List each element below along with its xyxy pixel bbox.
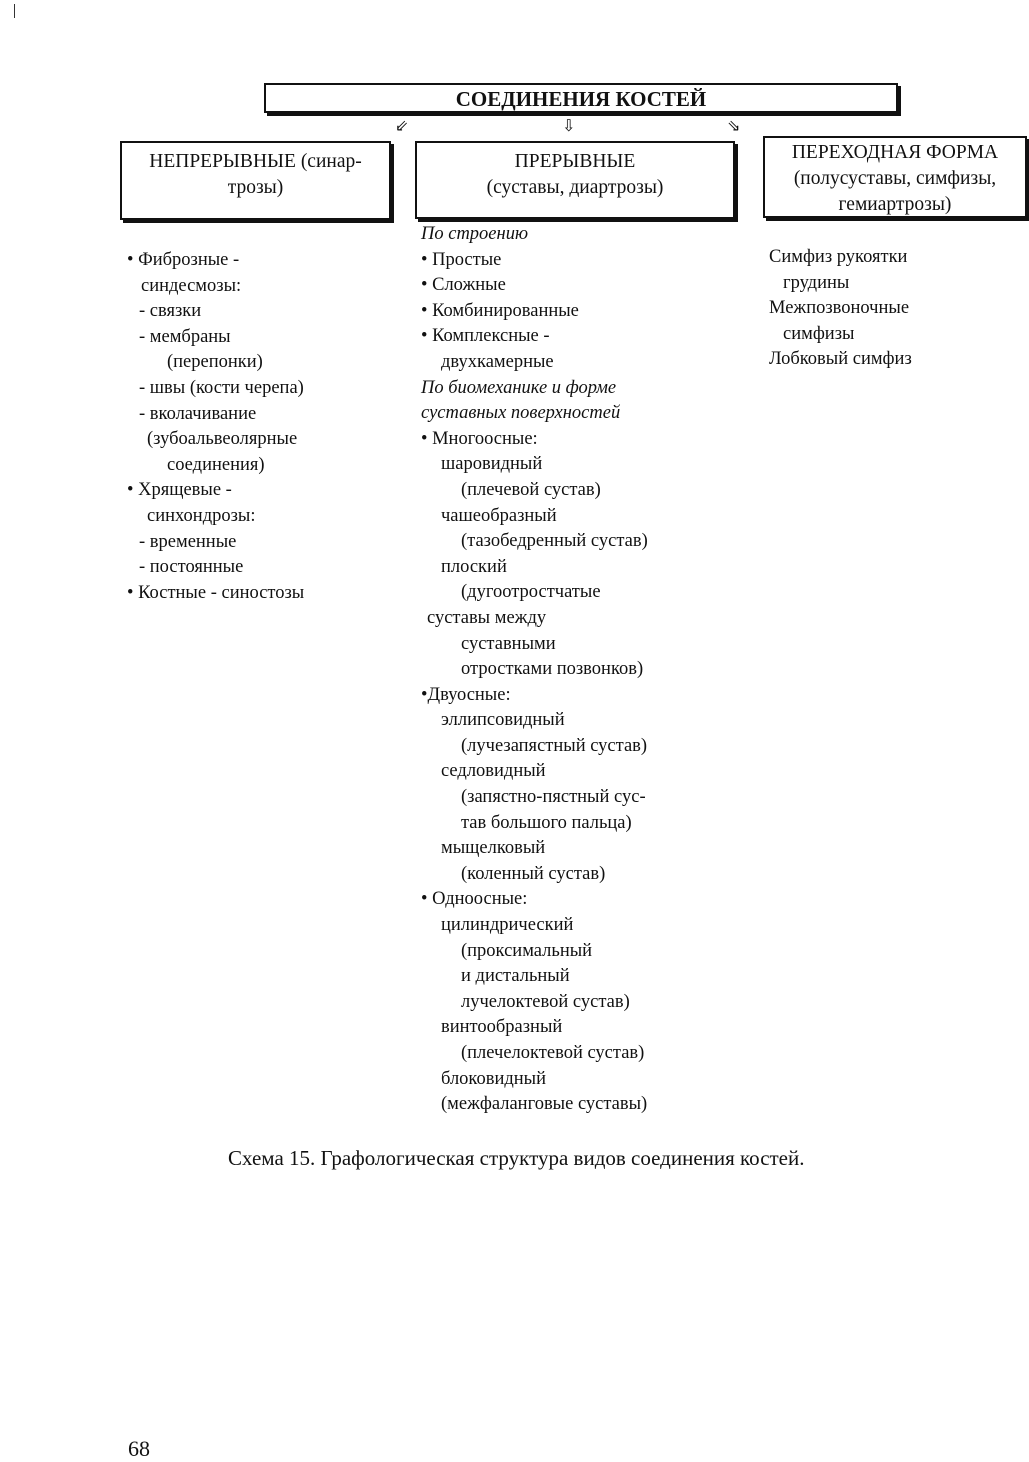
list-item: чашеобразный — [441, 505, 557, 526]
arrow-down-right-icon: ⇘ — [727, 116, 741, 135]
list-item: • Многоосные: — [421, 428, 538, 449]
list-item: • Костные - синостозы — [127, 582, 305, 603]
list-item: • Фиброзные - — [127, 250, 240, 270]
list-item: Межпозвоночные — [769, 298, 910, 319]
category-label: трозы) — [227, 177, 284, 198]
list-item: • Комбинированные — [421, 300, 579, 321]
list-item: (плечелоктевой сустав) — [461, 1043, 645, 1063]
list-item: (запястно-пястный сус- — [461, 787, 646, 808]
list-item: лучелоктевой сустав) — [461, 991, 630, 1012]
category-label: гемиартрозы) — [838, 194, 952, 215]
list-item: Симфиз рукоятки — [769, 247, 908, 267]
arrow-down-icon: ⇩ — [562, 116, 576, 135]
section-heading: По биомеханике и форме — [421, 377, 617, 398]
list-item: (лучезапястный сустав) — [461, 735, 648, 756]
list-item: (плечевой сустав) — [461, 479, 601, 500]
category-discontinuous — [415, 141, 735, 219]
list-item: отростками позвонков) — [461, 659, 644, 680]
list-item: винтообразный — [441, 1017, 563, 1038]
scan-mark — [14, 4, 15, 18]
list-item: и дистальный — [461, 966, 570, 987]
list-item: (проксимальный — [461, 940, 593, 961]
list-item: мыщелковый — [441, 838, 546, 859]
category-continuous — [120, 141, 391, 220]
list-item: (дугоотростчатые — [461, 582, 601, 603]
discontinuous-list — [421, 222, 648, 1118]
list-item: суставы между — [427, 607, 547, 628]
list-item: - мембраны — [139, 326, 231, 347]
list-item: симфизы — [783, 323, 855, 344]
list-item: плоский — [441, 556, 507, 577]
list-item: шаровидный — [441, 454, 543, 475]
category-label: (суставы, диартрозы) — [486, 177, 664, 198]
list-item: • Сложные — [421, 275, 506, 296]
list-item: седловидный — [441, 761, 546, 782]
list-item: • Хрящевые - — [127, 480, 232, 501]
list-item: блоковидный — [441, 1068, 547, 1089]
diagram-title: СОЕДИНЕНИЯ КОСТЕЙ — [264, 83, 898, 113]
list-item: - вколачивание — [139, 403, 257, 424]
continuous-list — [127, 248, 304, 606]
category-label: ПЕРЕХОДНАЯ ФОРМА — [791, 142, 999, 163]
category-label: (полусуставы, симфизы, — [793, 168, 997, 189]
figure-caption: Схема 15. Графологическая структура видов соединения костей. — [228, 1146, 805, 1170]
list-item: грудины — [783, 272, 850, 293]
list-item: эллипсовидный — [441, 710, 565, 731]
category-transitional — [763, 136, 1027, 218]
category-label: НЕПРЕРЫВНЫЕ (синар- — [149, 151, 362, 172]
list-item: (коленный сустав) — [461, 863, 606, 884]
list-item: цилиндрический — [441, 915, 574, 936]
list-item: - временные — [139, 531, 237, 552]
section-heading: суставных поверхностей — [421, 403, 621, 424]
page-number: 68 — [128, 1436, 150, 1461]
category-label: ПРЕРЫВНЫЕ — [514, 151, 636, 172]
list-item: (перепонки) — [167, 352, 263, 373]
transitional-list — [769, 245, 912, 373]
list-item: •Двуосные: — [421, 684, 511, 705]
list-item: двухкамерные — [441, 351, 554, 372]
list-item: синхондрозы: — [147, 505, 256, 526]
list-item: (зубоальвеолярные — [147, 429, 298, 450]
list-item: • Комплексные - — [421, 326, 550, 347]
list-item: - связки — [139, 301, 202, 322]
list-item: • Простые — [421, 249, 502, 270]
list-item: синдесмозы: — [141, 275, 242, 296]
list-item: - швы (кости черепа) — [139, 377, 304, 398]
list-item: соединения) — [167, 454, 265, 475]
section-heading: По строению — [421, 224, 528, 244]
list-item: • Одноосные: — [421, 889, 528, 910]
list-item: тав большого пальца) — [461, 812, 632, 833]
list-item: - постоянные — [139, 557, 244, 578]
list-item: (тазобедренный сустав) — [461, 531, 648, 552]
list-item: суставными — [461, 633, 556, 654]
list-item: Лобковый симфиз — [769, 349, 912, 370]
arrow-down-left-icon: ⇙ — [395, 116, 409, 135]
list-item: (межфаланговые суставы) — [441, 1094, 648, 1115]
